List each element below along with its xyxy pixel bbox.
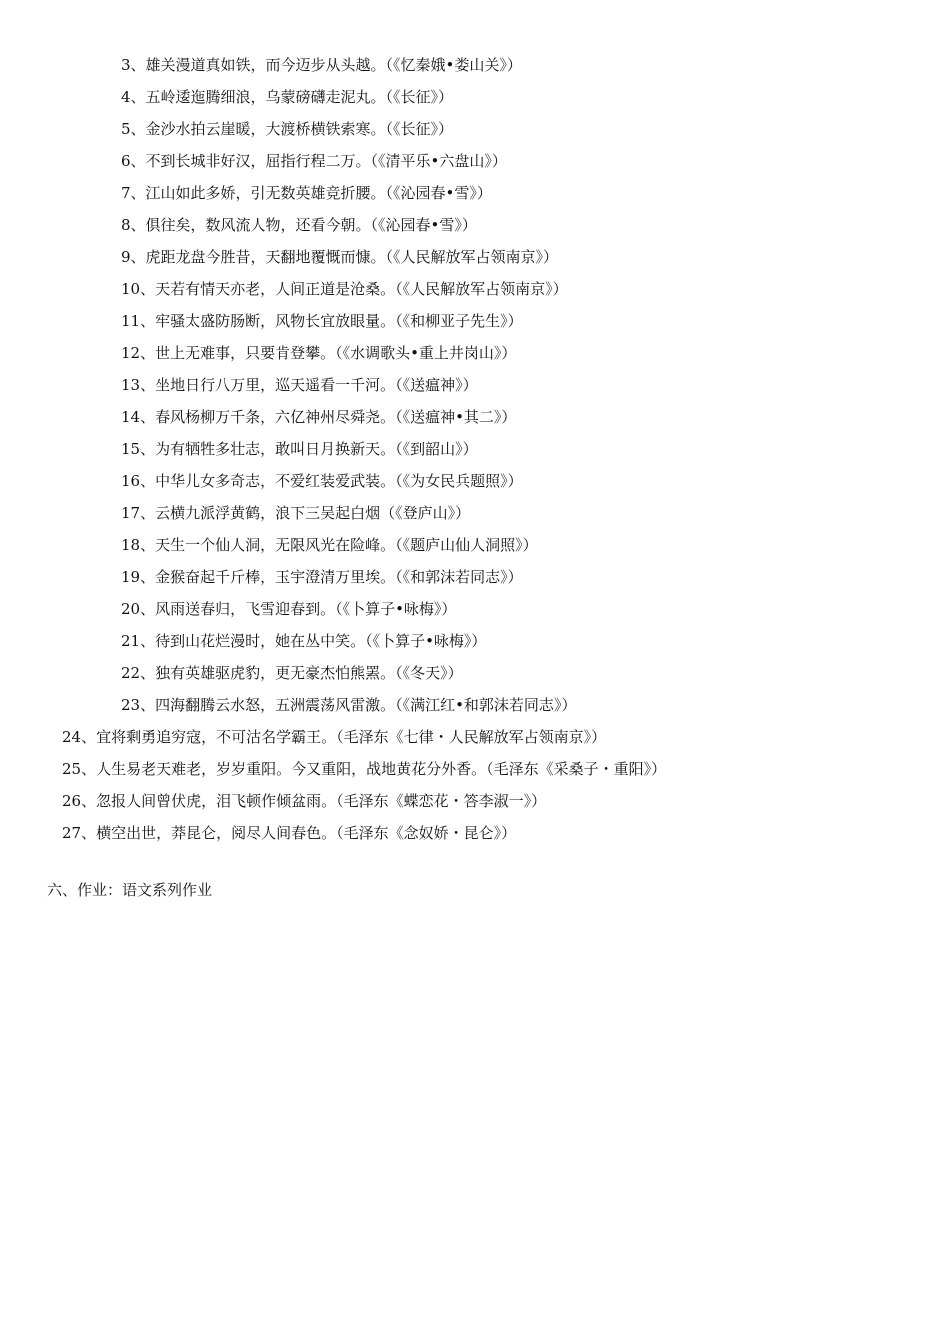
quote-line-17: 17、云横九派浮黄鹤，浪下三吴起白烟（《登庐山》）	[121, 504, 471, 522]
quote-line-22: 22、独有英雄驱虎豹，更无豪杰怕熊罴。（《冬天》）	[121, 664, 463, 682]
quote-line-3: 3、雄关漫道真如铁，而今迈步从头越。（《忆秦娥•娄山关》）	[121, 56, 522, 74]
quote-line-24: 24、宜将剩勇追穷寇，不可沽名学霸王。（毛泽东《七律・人民解放军占领南京》）	[62, 728, 607, 746]
quote-line-12: 12、世上无难事，只要肯登攀。（《水调歌头•重上井岗山》）	[121, 344, 517, 362]
quote-line-18: 18、天生一个仙人洞，无限风光在险峰。（《题庐山仙人洞照》）	[121, 536, 538, 554]
quote-line-21: 21、待到山花烂漫时，她在丛中笑。（《卜算子•咏梅》）	[121, 632, 487, 650]
quote-line-8: 8、俱往矣，数风流人物，还看今朝。（《沁园春•雪》）	[121, 216, 477, 234]
quote-line-5: 5、金沙水拍云崖暖，大渡桥横铁索寒。（《长征》）	[121, 120, 454, 138]
quote-line-27: 27、横空出世，莽昆仑，阅尽人间春色。（毛泽东《念奴娇・昆仑》）	[62, 824, 517, 842]
quote-line-26: 26、忽报人间曾伏虎，泪飞顿作倾盆雨。（毛泽东《蝶恋花・答李淑一》）	[62, 792, 547, 810]
quote-line-6: 6、不到长城非好汉，屈指行程二万。（《清平乐•六盘山》）	[121, 152, 507, 170]
quote-line-9: 9、虎距龙盘今胜昔，天翻地覆慨而慷。（《人民解放军占领南京》）	[121, 248, 559, 266]
quote-line-11: 11、牢骚太盛防肠断，风物长宜放眼量。（《和柳亚子先生》）	[121, 312, 523, 330]
quote-line-25: 25、人生易老天难老，岁岁重阳。今又重阳，战地黄花分外香。（毛泽东《采桑子・重阳》）	[62, 760, 667, 778]
quote-line-7: 7、江山如此多娇，引无数英雄竞折腰。（《沁园春•雪》）	[121, 184, 492, 202]
quote-line-20: 20、风雨送春归，飞雪迎春到。（《卜算子•咏梅》）	[121, 600, 457, 618]
homework-section-heading: 六、作业：语文系列作业	[47, 881, 213, 899]
quote-line-23: 23、四海翻腾云水怒，五洲震荡风雷激。（《满江红•和郭沫若同志》）	[121, 696, 577, 714]
quote-line-15: 15、为有牺牲多壮志，敢叫日月换新天。（《到韶山》）	[121, 440, 478, 458]
quote-line-16: 16、中华儿女多奇志，不爱红装爱武装。（《为女民兵题照》）	[121, 472, 523, 490]
quote-line-19: 19、金猴奋起千斤棒，玉宇澄清万里埃。（《和郭沫若同志》）	[121, 568, 523, 586]
quote-line-13: 13、坐地日行八万里，巡天遥看一千河。（《送瘟神》）	[121, 376, 478, 394]
quote-line-14: 14、春风杨柳万千条，六亿神州尽舜尧。（《送瘟神•其二》）	[121, 408, 517, 426]
quote-line-10: 10、天若有情天亦老，人间正道是沧桑。（《人民解放军占领南京》）	[121, 280, 568, 298]
quote-line-4: 4、五岭逶迤腾细浪，乌蒙磅礴走泥丸。（《长征》）	[121, 88, 454, 106]
